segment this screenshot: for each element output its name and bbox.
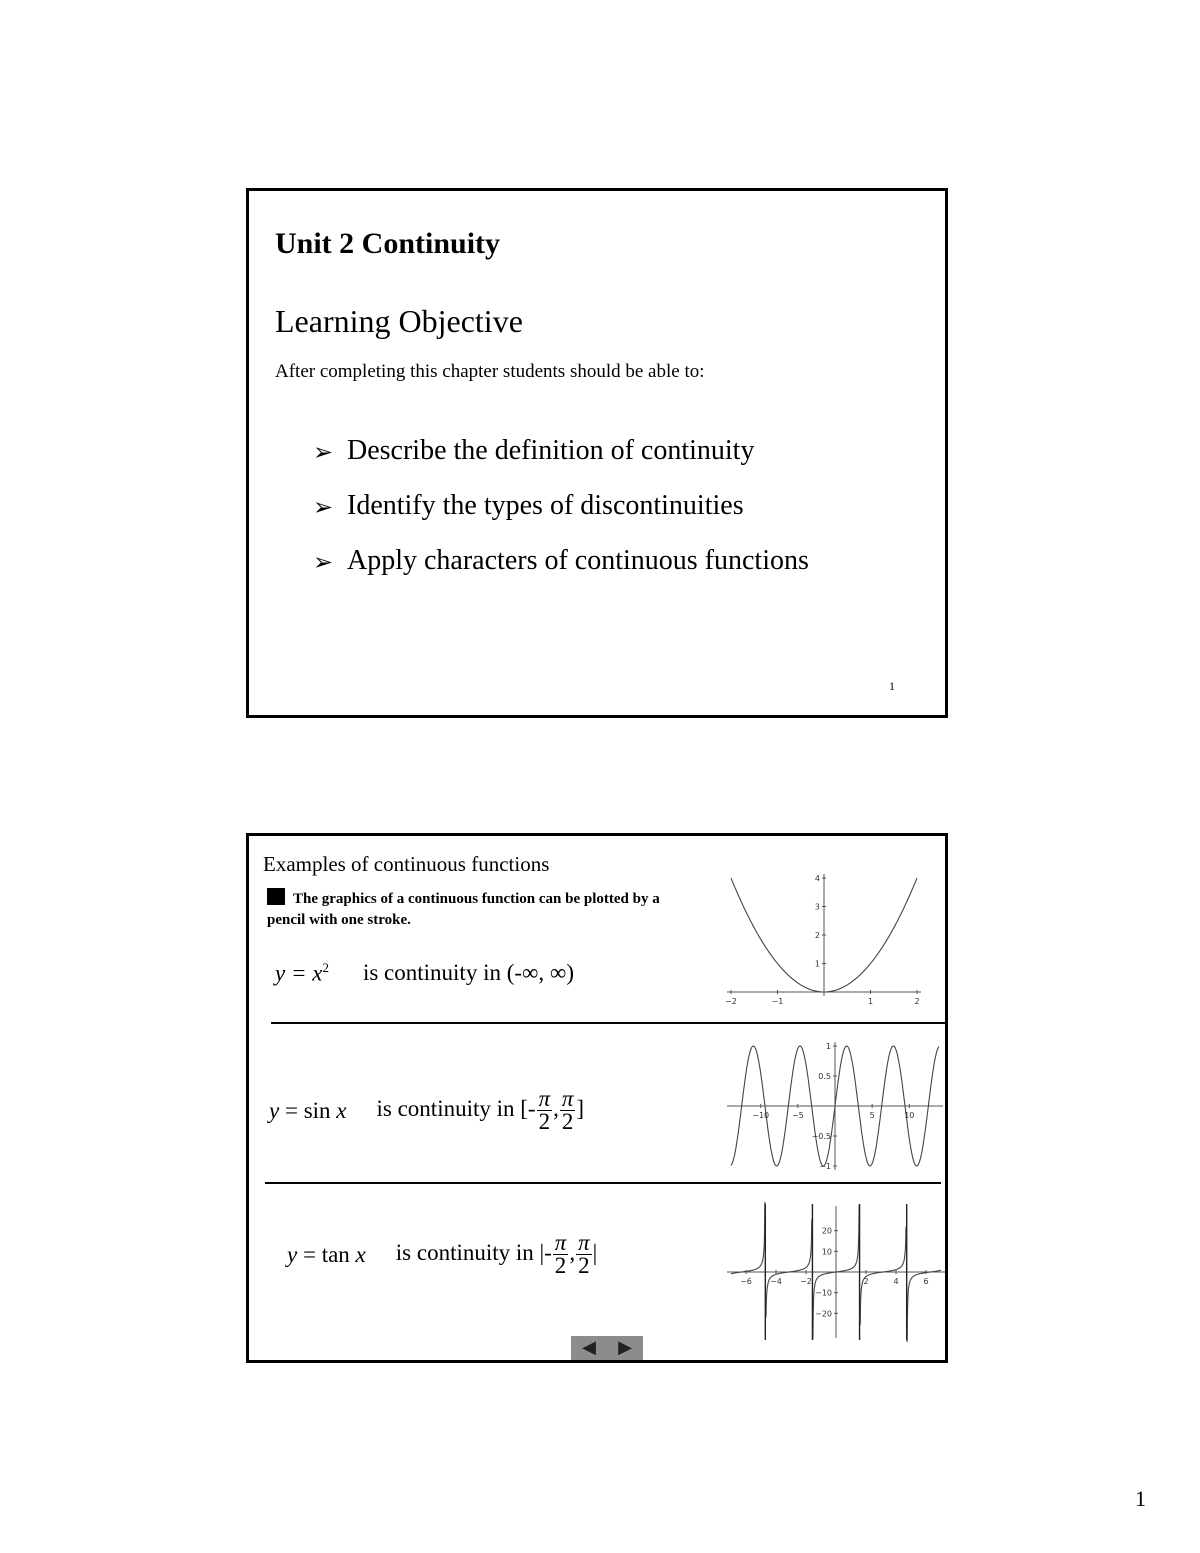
objective-text: Describe the definition of continuity xyxy=(347,435,755,466)
example-row-sine xyxy=(269,1088,584,1133)
intro-text: After completing this chapter students should be able to: xyxy=(275,361,705,382)
x-tick-label: −4 xyxy=(770,1277,782,1286)
y-tick-label: 4 xyxy=(814,874,820,883)
continuity-statement: is continuity in (-∞, ∞) xyxy=(362,960,574,986)
slide-number: 1 xyxy=(889,679,895,693)
example-row-parabola xyxy=(275,960,574,987)
y-tick-label: 0.5 xyxy=(818,1072,831,1081)
equation: y = sin x xyxy=(269,1097,347,1123)
sine-graph xyxy=(725,1038,945,1176)
x-tick-label: 1 xyxy=(867,997,874,1006)
x-tick-label: −2 xyxy=(725,997,737,1006)
y-tick-label: 3 xyxy=(814,902,820,912)
arrow-bullet-icon: ➢ xyxy=(313,438,334,466)
continuity-note xyxy=(267,888,667,931)
arrow-bullet-icon: ➢ xyxy=(313,493,334,521)
equation: y = tan x xyxy=(287,1241,366,1267)
y-tick-label: −10 xyxy=(815,1288,832,1298)
objective-item xyxy=(313,435,809,490)
continuity-statement: is continuity in [- $\frac{\pi}{2}$ , $\frac{\pi}{2}$ ] xyxy=(376,1086,585,1134)
objective-item xyxy=(313,545,809,600)
y-tick-label: 1 xyxy=(825,1042,831,1051)
example-row-tangent xyxy=(287,1232,597,1277)
next-arrow-icon[interactable]: ▶ xyxy=(618,1337,632,1358)
tangent-graph xyxy=(725,1202,947,1342)
y-tick-label: 20 xyxy=(821,1226,832,1236)
y-tick-label: 2 xyxy=(814,931,820,940)
x-tick-label: 5 xyxy=(869,1111,875,1120)
x-tick-label: 10 xyxy=(904,1111,915,1120)
x-tick-label: 2 xyxy=(914,997,920,1006)
prev-arrow-icon[interactable]: ◀ xyxy=(582,1337,596,1358)
examples-heading: Examples of continuous functions xyxy=(263,852,550,876)
divider xyxy=(271,1022,947,1024)
x-tick-label: −5 xyxy=(791,1111,804,1120)
x-tick-label: 4 xyxy=(893,1277,899,1286)
x-tick-label: 2 xyxy=(863,1277,869,1286)
x-tick-label: −10 xyxy=(752,1111,770,1120)
x-tick-label: −2 xyxy=(800,1277,812,1286)
y-tick-label: −0.5 xyxy=(811,1132,831,1141)
square-bullet-icon xyxy=(267,888,285,905)
parabola-graph xyxy=(721,872,951,1012)
continuity-statement: is continuity in |- $\frac{\pi}{2}$ , $\frac{\pi}{2}$ | xyxy=(395,1230,598,1278)
unit-title: Unit 2 Continuity xyxy=(275,227,501,260)
slide-navigation xyxy=(571,1336,643,1360)
x-tick-label: 6 xyxy=(923,1277,929,1286)
y-tick-label: −20 xyxy=(815,1309,832,1319)
y-tick-label: −1 xyxy=(819,1162,831,1171)
curve-segment xyxy=(766,1219,812,1317)
objective-text: Identify the types of discontinuities xyxy=(347,490,744,521)
slide-1 xyxy=(246,188,948,718)
x-tick-label: −6 xyxy=(740,1277,752,1286)
curve-segment xyxy=(731,1202,765,1274)
slide-2 xyxy=(246,833,948,1363)
objectives-list xyxy=(313,435,809,600)
y-tick-label: 10 xyxy=(821,1247,832,1257)
y-tick-label: 1 xyxy=(814,959,820,969)
learning-objective-heading: Learning Objective xyxy=(275,303,523,339)
page-number: 1 xyxy=(1135,1486,1146,1511)
x-tick-label: −1 xyxy=(771,997,784,1006)
objective-text: Apply characters of continuous functions xyxy=(347,545,809,576)
curve-segment xyxy=(860,1227,906,1325)
note-text: The graphics of a continuous function can be plotted by a pencil with one stroke. xyxy=(267,891,660,928)
equation: $y = x^2$ xyxy=(275,960,329,986)
divider xyxy=(265,1182,941,1184)
arrow-bullet-icon: ➢ xyxy=(313,548,334,576)
objective-item xyxy=(313,490,809,545)
